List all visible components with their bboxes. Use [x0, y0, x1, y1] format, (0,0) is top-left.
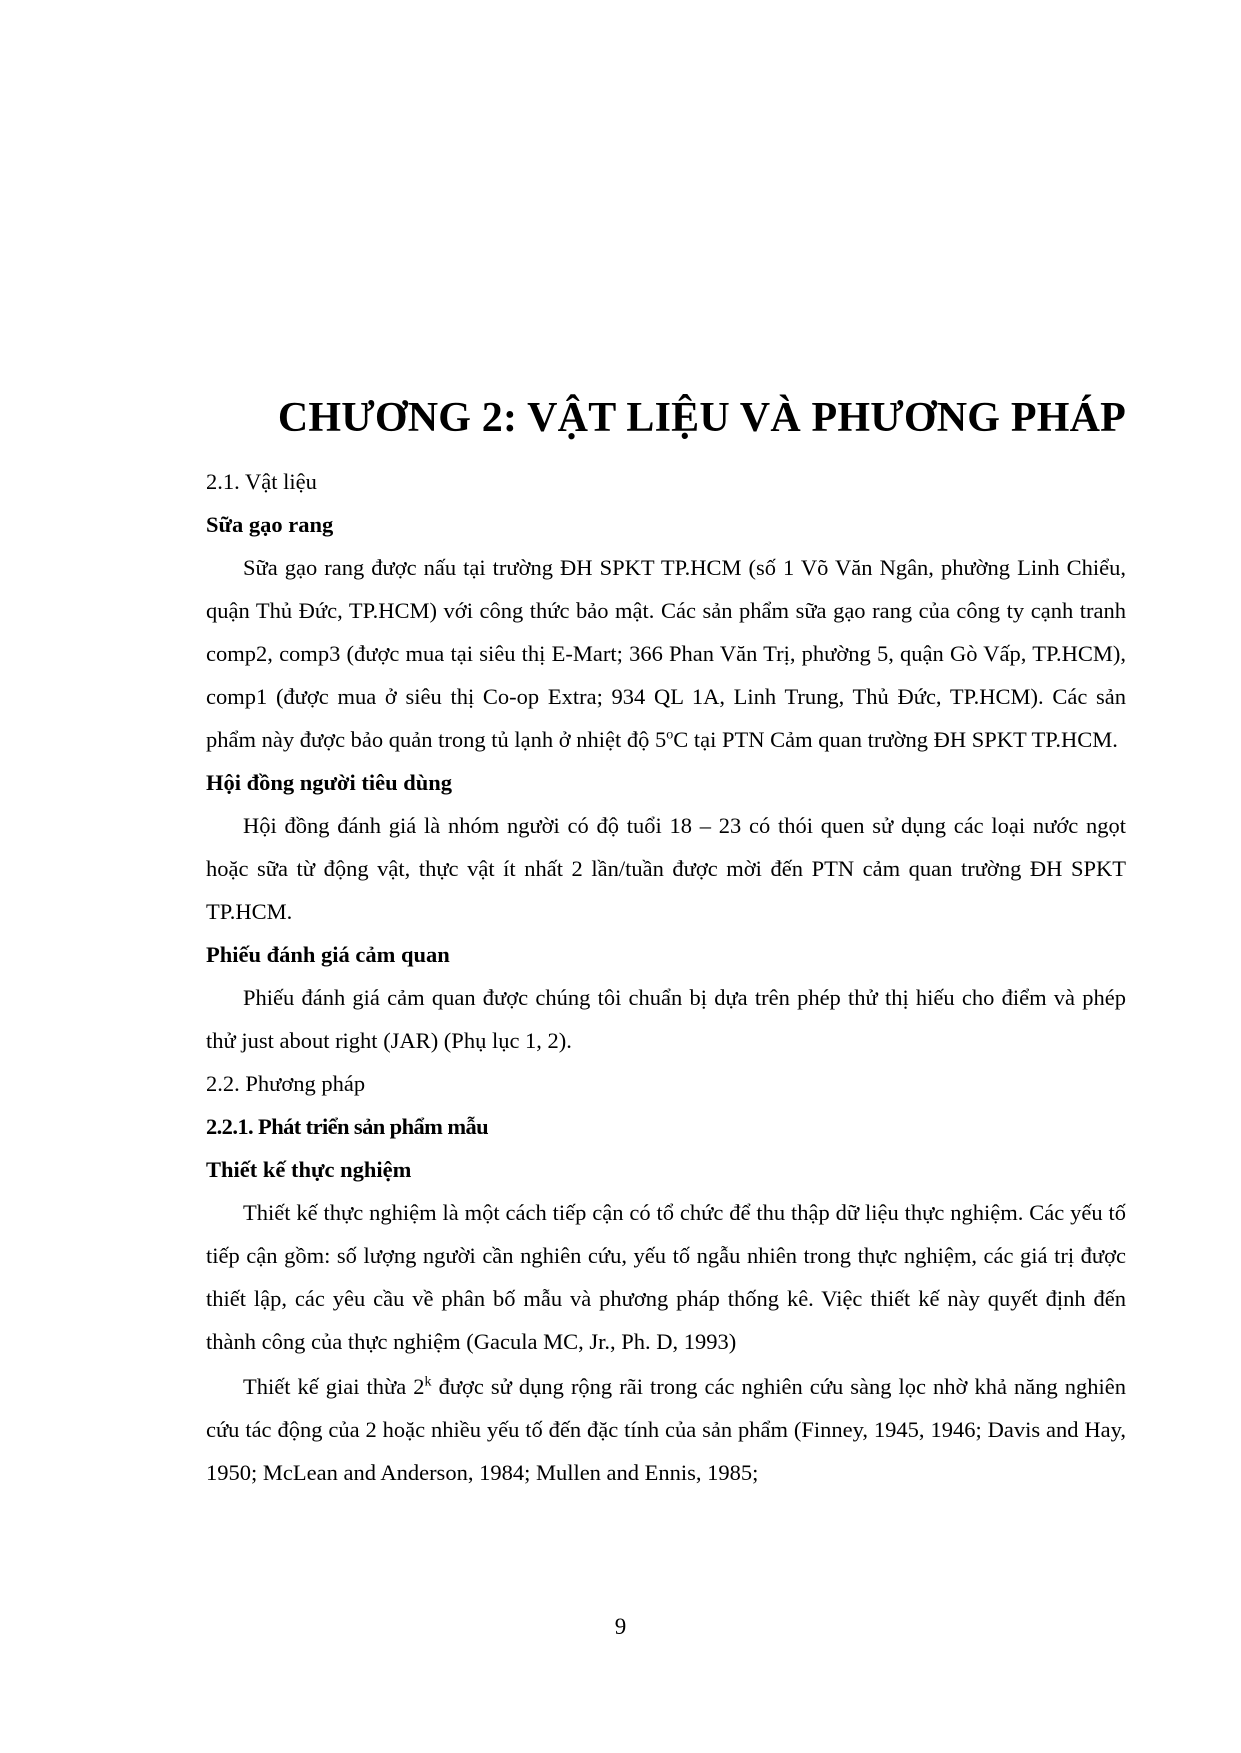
section-heading-2-1: 2.1. Vật liệu: [206, 469, 317, 494]
subheading-milk: Sữa gạo rang: [206, 512, 334, 537]
paragraph-milk-text-b: C tại PTN Cảm quan trường ĐH SPKT TP.HCM.: [673, 727, 1118, 752]
paragraph-factorial-design: [206, 1365, 1126, 1494]
paragraph-milk: [206, 546, 1126, 761]
paragraph-consumer-panel: Hội đồng đánh giá là nhóm người có độ tuổi 18 – 23 có thói quen sử dụng các loại nước ngọt hoặc sữa từ động vật, thực vật ít nhất 2 lần/tuần được mời đến PTN cảm quan trường ĐH SPKT TP.HCM.: [206, 813, 1126, 924]
subheading-experimental-design: Thiết kế thực nghiệm: [206, 1157, 412, 1182]
subheading-consumer-panel: Hội đồng người tiêu dùng: [206, 770, 453, 795]
paragraph-factorial-text-a: Thiết kế giai thừa 2: [243, 1374, 425, 1399]
subheading-evaluation-form: Phiếu đánh giá cảm quan: [206, 942, 450, 967]
paragraph-factorial-text-b: được sử dụng rộng rãi trong các nghiên cứu sàng lọc nhờ khả năng nghiên cứu tác động của 2 hoặc nhiều yếu tố đến đặc tính của sản phẩm (Finney, 1945, 1946; Davis and Hay, 1950; McLean and Anderson, 1984; Mullen and Ennis, 1985;: [206, 1374, 1126, 1485]
page-number: 9: [614, 1614, 627, 1639]
paragraph-milk-text-a: Sữa gạo rang được nấu tại trường ĐH SPKT TP.HCM (số 1 Võ Văn Ngân, phường Linh Chiểu, quận Thủ Đức, TP.HCM) với công thức bảo mật. Các sản phẩm sữa gạo rang của công ty cạnh tranh comp2, comp3 (được mua tại siêu thị E-Mart; 366 Phan Văn Trị, phường 5, quận Gò Vấp, TP.HCM), comp1 (được mua ở siêu thị Co-op Extra; 934 QL 1A, Linh Trung, Thủ Đức, TP.HCM). Các sản phẩm này được bảo quản trong tủ lạnh ở nhiệt độ 5: [206, 555, 1126, 752]
paragraph-experimental-design: Thiết kế thực nghiệm là một cách tiếp cận có tổ chức để thu thập dữ liệu thực nghiệm. Các yếu tố tiếp cận gồm: số lượng người cần nghiên cứu, yếu tố ngẫu nhiên trong thực nghiệm, các giá trị được thiết lập, các yêu cầu về phân bố mẫu và phương pháp thống kê. Việc thiết kế này quyết định đến thành công của thực nghiệm (Gacula MC, Jr., Ph. D, 1993): [206, 1200, 1126, 1354]
section-heading-2-2-1: 2.2.1. Phát triển sản phẩm mẫu: [206, 1114, 489, 1139]
section-heading-2-2: 2.2. Phương pháp: [206, 1071, 366, 1096]
k-superscript: k: [424, 1374, 432, 1390]
page-body: [206, 460, 1126, 1494]
degree-superscript: o: [666, 727, 674, 743]
paragraph-evaluation-form: Phiếu đánh giá cảm quan được chúng tôi chuẩn bị dựa trên phép thử thị hiếu cho điểm và phép thử just about right (JAR) (Phụ lục 1, 2).: [206, 985, 1126, 1053]
chapter-title: CHƯƠNG 2: VẬT LIỆU VÀ PHƯƠNG PHÁP: [277, 395, 1126, 441]
